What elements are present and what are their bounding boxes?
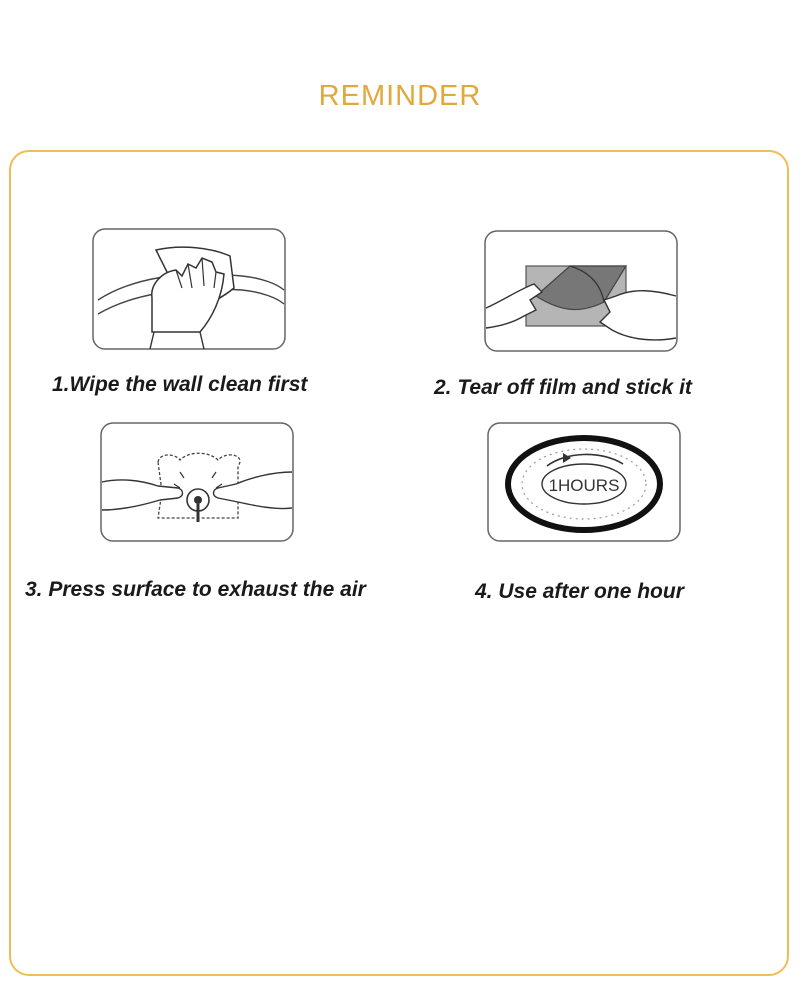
step-4-caption: 4. Use after one hour xyxy=(475,580,684,603)
step-3-caption: 3. Press surface to exhaust the air xyxy=(25,578,366,601)
wipe-wall-icon xyxy=(92,228,286,350)
step-1-caption: 1.Wipe the wall clean first xyxy=(52,373,308,396)
clock-label: 1HOURS xyxy=(548,476,620,495)
step-2-caption: 2. Tear off film and stick it xyxy=(434,376,692,399)
press-surface-icon xyxy=(100,422,294,542)
clock-icon xyxy=(487,422,681,542)
page-title: REMINDER xyxy=(318,80,482,112)
tear-film-icon xyxy=(484,230,678,352)
